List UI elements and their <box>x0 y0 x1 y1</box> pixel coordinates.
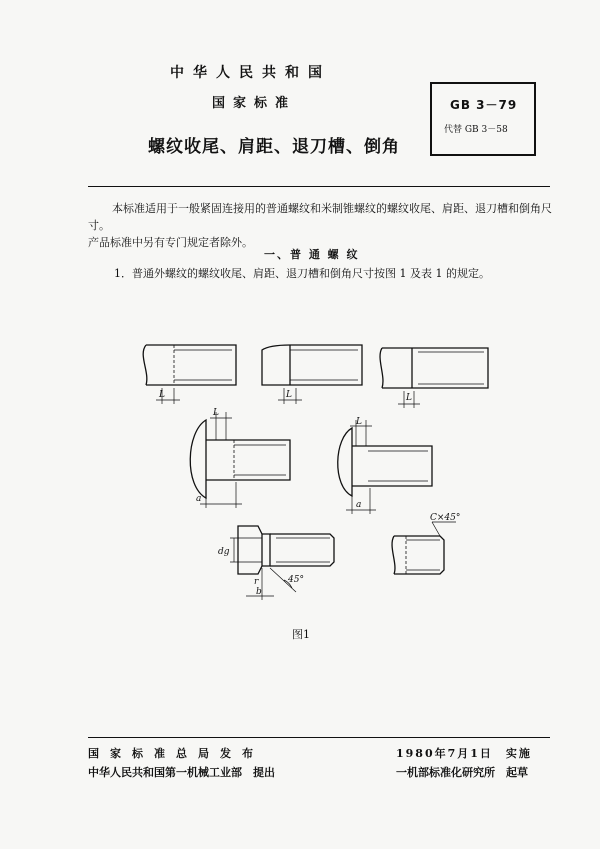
item-1-text: 1．普通外螺纹的螺纹收尾、肩距、退刀槽和倒角尺寸按图 1 及表 1 的规定。 <box>114 267 490 280</box>
thread-end-1 <box>143 345 236 404</box>
round-head-bolt-1 <box>190 408 290 508</box>
chamfer-pin <box>392 513 460 574</box>
dim-label-dg: dg <box>218 547 230 557</box>
thread-end-3 <box>380 348 488 408</box>
replaces-note: 代替 GB 3－58 <box>444 125 508 135</box>
dim-label-r: r <box>254 577 259 587</box>
dim-label-L-3: L <box>406 393 412 403</box>
footer-divider <box>88 737 550 738</box>
standard-code: GB 3－79 <box>450 98 518 112</box>
country-heading: 中华人民共和国 <box>170 65 331 81</box>
dim-label-b: b <box>256 587 262 597</box>
figure-caption: 图1 <box>292 628 310 641</box>
standard-type-heading: 国家标准 <box>212 96 297 111</box>
footer-effective-date: 1980年7月1日 实施 <box>396 747 532 760</box>
thread-end-2 <box>262 345 362 404</box>
dim-label-l-1: L <box>213 408 219 418</box>
dim-label-angle: 45° <box>288 575 304 585</box>
footer-drafter: 一机部标准化研究所 起草 <box>396 766 528 779</box>
intro-line-1: 本标准适用于一般紧固连接用的普通螺纹和米制锥螺纹的螺纹收尾、肩距、退刀槽和倒角尺寸。 <box>88 202 552 232</box>
footer-issuer: 国家标准总局发布 <box>88 747 264 760</box>
dim-label-L-2: L <box>286 390 292 400</box>
footer-proposer: 中华人民共和国第一机械工业部 提出 <box>88 766 275 779</box>
intro-line-2: 产品标准中另有专门规定者除外。 <box>88 236 253 249</box>
round-head-bolt-2 <box>338 417 432 514</box>
dim-label-a-1: a <box>196 494 202 504</box>
undercut-bolt <box>218 526 334 600</box>
section-title: 一、普 通 螺 纹 <box>264 248 360 261</box>
dim-label-l-2: L <box>356 417 362 427</box>
document-title: 螺纹收尾、肩距、退刀槽、倒角 <box>148 137 400 157</box>
dim-label-a-2: a <box>356 500 362 510</box>
dim-label-L-1: L <box>159 390 165 400</box>
dim-label-chamfer: C×45° <box>430 513 461 523</box>
